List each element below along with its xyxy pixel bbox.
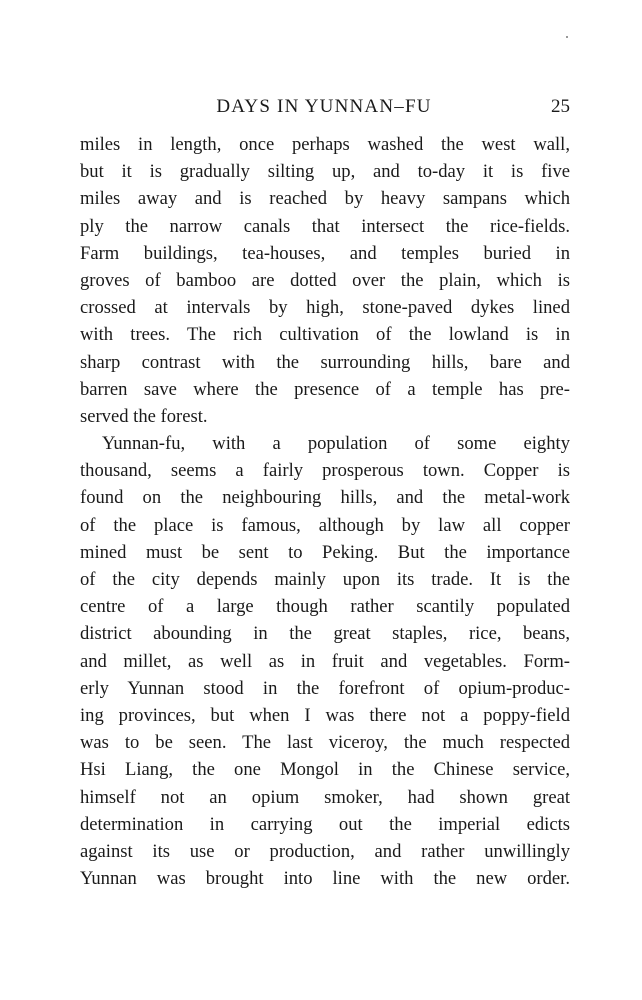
text-line: but it is gradually silting up, and to-day it is five [80,161,570,183]
paragraph-2 [80,430,570,892]
text-line: served the forest. [80,405,208,427]
text-line: district abounding in the great staples, rice, beans, [80,623,570,645]
text-line: thousand, seems a fairly prosperous town. Copper is [80,460,570,482]
text-line: found on the neighbouring hills, and the metal-work [80,487,570,509]
paragraph-1 [80,131,570,430]
text-line: Hsi Liang, the one Mongol in the Chinese service, [80,759,570,781]
text-line: miles in length, once perhaps washed the west wall, [80,134,570,155]
text-line: determination in carrying out the imperial edicts [80,813,570,835]
text-line: Farm buildings, tea-houses, and temples buried in [80,242,570,264]
text-line: Yunnan was brought into line with the new order. [80,868,570,890]
text-line: groves of bamboo are dotted over the plain, which is [80,269,570,291]
running-head [78,93,570,121]
text-line: himself not an opium smoker, had shown great [80,786,570,808]
text-line: mined must be sent to Peking. But the importance [80,541,570,563]
text-line: against its use or production, and rather unwillingly [80,840,570,862]
text-line: and millet, as well as in fruit and vegetables. Form- [80,650,570,672]
text-line: with trees. The rich cultivation of the lowland is in [80,324,570,346]
running-title: DAYS IN YUNNAN–FU [216,96,432,117]
text-line: centre of a large though rather scantily populated [80,596,570,618]
text-line: ply the narrow canals that intersect the rice-fields. [80,215,570,237]
text-line: miles away and is reached by heavy sampans which [80,188,570,210]
scan-speck [566,36,568,38]
text-line: barren save where the presence of a temple has pre- [80,378,570,400]
text-line: ing provinces, but when I was there not a poppy-field [80,704,570,726]
text-line: erly Yunnan stood in the forefront of opium-produc- [80,677,570,699]
text-line: of the city depends mainly upon its trade. It is the [80,569,570,590]
page-number: 25 [551,96,570,117]
text-line: was to be seen. The last viceroy, the much respected [80,732,570,754]
text-line: sharp contrast with the surrounding hills, bare and [80,351,570,373]
text-line: Yunnan-fu, with a population of some eighty [102,433,570,455]
body-text [80,131,570,892]
text-line: of the place is famous, although by law all copper [80,514,570,536]
text-line: crossed at intervals by high, stone-paved dykes lined [80,297,570,319]
